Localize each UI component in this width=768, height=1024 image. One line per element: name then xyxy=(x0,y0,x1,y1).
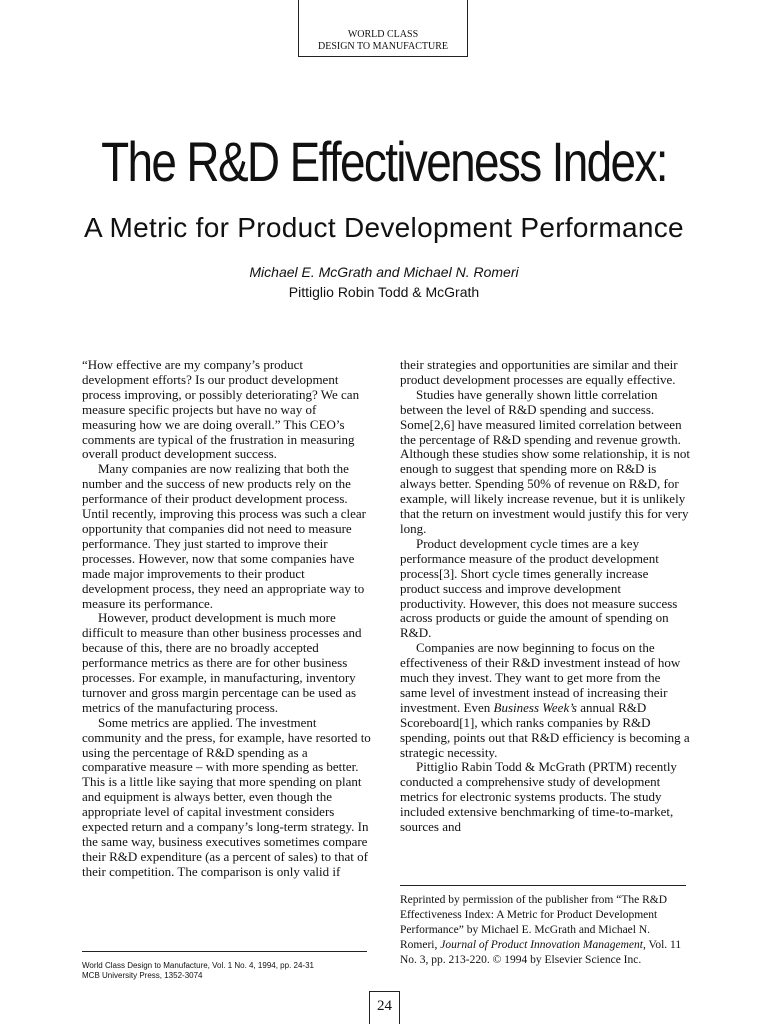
paragraph: Studies have generally shown little correlation between the level of R&D spending and success. Some[2,6] have measured limited correlation between the percentage of R&D spending and revenue growth. Although these studies show some relationship, it is not enough to suggest that spending more on R&D is always better. Spending 50% of revenue on R&D, for example, will likely increase revenue, but it is unlikely that the return on investment would justify this for very long. xyxy=(400,386,690,536)
paragraph-text: annual R&D Scoreboard[1], which ranks companies by R&D spending, points out that R&D efficiency is becoming a strategic necessity. xyxy=(400,699,690,760)
paragraph xyxy=(400,641,690,760)
article-subtitle: A Metric for Product Development Performance xyxy=(84,212,684,243)
paragraph: Product development cycle times are a key performance measure of the product development process[3]. Short cycle times generally increase product success and improve development productivity. However, this does not measure success across products or guide the amount of spending on R&D. xyxy=(400,535,678,641)
author-affiliation: Pittiglio Robin Todd & McGrath xyxy=(288,284,480,300)
reprint-divider xyxy=(400,885,686,886)
page-number: 24 xyxy=(369,991,400,1024)
paragraph: their strategies and opportunities are similar and their product development processes are equally effective. xyxy=(400,357,678,387)
body-column-left xyxy=(82,358,372,880)
paragraph-text: Companies are now beginning to focus on the effectiveness of their R&D investment instead of how much they invest. They want to get more from the same level of investment instead of increasing their investment. Even xyxy=(400,640,681,715)
footer-citation xyxy=(82,961,382,981)
paragraph: Many companies are now realizing that both the number and the success of new products rely on the performance of their product development process. Until recently, improving this process was such a clear opportunity that companies did not need to measure performance. They just started to improve their processes. However, now that some companies have made major improvements to their product development process, they need an appropriate way to measure its performance. xyxy=(82,461,366,611)
article-title: The R&D Effectiveness Index: xyxy=(101,130,667,193)
journal-header-line-2: DESIGN TO MANUFACTURE xyxy=(317,41,448,52)
paragraph: However, product development is much more difficult to measure than other business processes and because of this, there are no broadly accepted performance metrics as there are for other business processes. For example, in manufacturing, inventory turnover and gross margin percentage can be used as metrics of the manufacturing process. xyxy=(82,610,362,715)
body-column-right xyxy=(400,358,690,835)
article-authors: Michael E. McGrath and Michael N. Romeri xyxy=(249,264,519,280)
publication-name: Business Week’s xyxy=(493,699,577,715)
publisher-line: MCB University Press, 1352-3074 xyxy=(82,971,203,980)
reprint-text: Reprinted by permission of the publisher from “The R&D Effectiveness Index: A Metric for Product Development Performance” by Michael E. McGrath and Michael N. Romeri, xyxy=(400,894,668,951)
citation-line: World Class Design to Manufacture, Vol. 1 No. 4, 1994, pp. 24-31 xyxy=(82,961,314,970)
paragraph: “How effective are my company’s product development efforts? Is our product development process improving, or possibly deteriorating? We can measure specific projects but have no way of measuring how we are doing overall.” This CEO’s comments are typical of the frustration in measuring overall product development success. xyxy=(82,357,360,462)
reprint-note xyxy=(400,893,690,968)
paragraph: Some metrics are applied. The investment community and the press, for example, have resorted to using the percentage of R&D spending as a comparative measure – with more spending as better. This is a little like saying that more spending on plant and equipment is always better, even though the appropriate level of capital investment considers expected return and a company’s long-term strategy. In the same way, business executives sometimes compare their R&D expenditure (as a percent of sales) to that of their competition. The comparison is only valid if xyxy=(82,714,371,879)
journal-name: Journal of Product Innovation Management xyxy=(440,939,643,951)
footer-divider xyxy=(82,951,367,952)
journal-header-box xyxy=(298,0,468,57)
journal-header-line-1: WORLD CLASS xyxy=(347,29,419,40)
paragraph: Pittiglio Rabin Todd & McGrath (PRTM) recently conducted a comprehensive study of development metrics for electronic systems products. The study included extensive benchmarking of time-to-market, sources and xyxy=(400,759,677,835)
reprint-text: , Vol. 11 No. 3, pp. 213-220. © 1994 by Elsevier Science Inc. xyxy=(400,939,682,966)
